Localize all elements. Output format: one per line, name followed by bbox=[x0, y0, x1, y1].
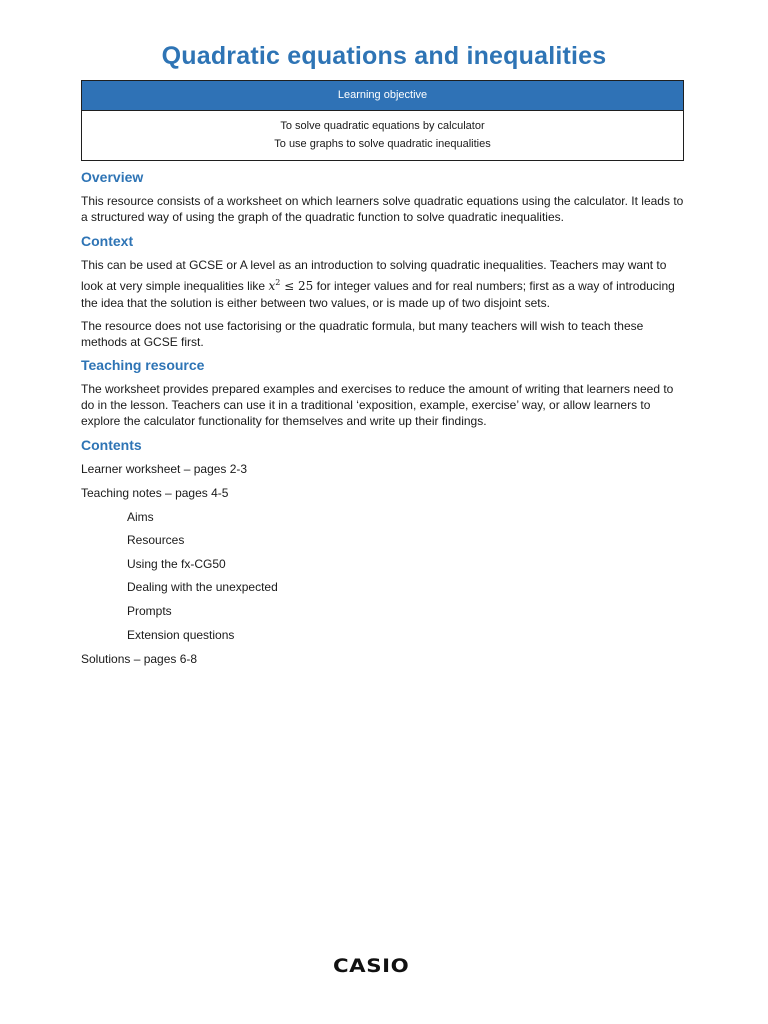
contents-subitem: Prompts bbox=[127, 604, 172, 618]
page-title: Quadratic equations and inequalities bbox=[161, 42, 607, 70]
learning-objective-box bbox=[81, 80, 684, 161]
context-paragraph-2: The resource does not use factorising or the quadratic formula, but many teachers will wish to teach these methods at GCSE first. bbox=[81, 319, 644, 349]
contents-subitem: Extension questions bbox=[127, 628, 235, 642]
contents-subitem: Resources bbox=[127, 533, 185, 547]
context-text-after: for integer values and for real numbers; first as a way of introducing the idea that the solution is either between two values, or is made up of two disjoint sets. bbox=[81, 279, 675, 310]
learning-objective-header: Learning objective bbox=[82, 81, 683, 111]
teaching-resource-paragraph: The worksheet provides prepared examples and exercises to reduce the amount of writing that learners need to do in the lesson. Teachers can use it in a traditional ‘exposition, example, exercise’ way, or allow learners to explore the calculator functionality for themselves and write up their findings. bbox=[81, 382, 674, 428]
contents-heading: Contents bbox=[81, 437, 142, 453]
inequality-expression bbox=[268, 279, 313, 293]
contents-item: Solutions – pages 6-8 bbox=[81, 652, 198, 666]
contents-subitem: Aims bbox=[127, 510, 154, 524]
context-text-before: This can be used at GCSE or A level as an introduction to solving quadratic inequalities. Teachers may want to look at very simple inequalities like bbox=[81, 258, 667, 293]
overview-heading: Overview bbox=[81, 169, 144, 185]
contents-subitem: Dealing with the unexpected bbox=[127, 580, 278, 594]
math-variable: x bbox=[268, 279, 276, 293]
contents-item: Teaching notes – pages 4-5 bbox=[81, 486, 229, 500]
teaching-resource-heading: Teaching resource bbox=[81, 357, 205, 373]
contents-item: Learner worksheet – pages 2-3 bbox=[81, 462, 248, 476]
objective-line: To use graphs to solve quadratic inequalities bbox=[274, 138, 491, 150]
math-exponent: 2 bbox=[275, 278, 281, 287]
casio-logo: CASIO bbox=[333, 955, 410, 977]
contents-subitem: Using the fx-CG50 bbox=[127, 557, 226, 571]
context-heading: Context bbox=[81, 233, 134, 249]
context-paragraph-1 bbox=[81, 257, 688, 312]
objective-line: To solve quadratic equations by calculator bbox=[280, 120, 485, 132]
math-bound: ≤ 25 bbox=[284, 279, 314, 293]
overview-paragraph: This resource consists of a worksheet on which learners solve quadratic equations using the calculator. It leads to a structured way of using the graph of the quadratic function to solve quadratic inequalities. bbox=[81, 194, 684, 224]
